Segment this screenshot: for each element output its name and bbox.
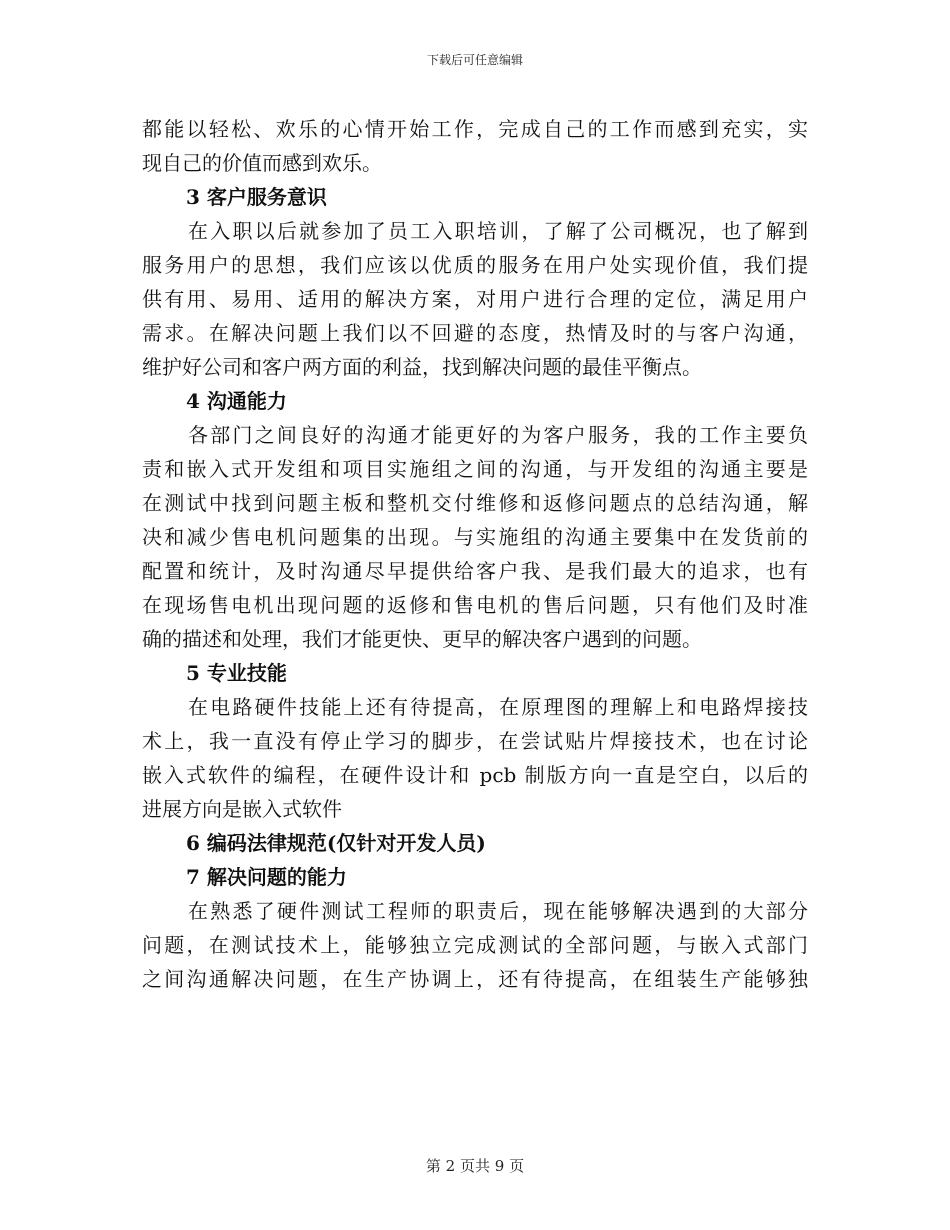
body-line: 现自己的价值而感到欢乐。 — [142, 151, 382, 175]
body-line: 供有用、易用、适用的解决方案，对用户进行合理的定位，满足用户 — [142, 287, 808, 311]
body-line: 配置和统计，及时沟通尽早提供给客户我、是我们最大的追求，也有 — [142, 559, 808, 583]
body-line: 在现场售电机出现问题的返修和售电机的售后问题，只有他们及时准 — [142, 593, 808, 617]
body-line: 在电路硬件技能上还有待提高，在原理图的理解上和电路焊接技 — [188, 695, 808, 719]
body-line: 决和减少售电机问题集的出现。与实施组的沟通主要集中在发货前的 — [142, 525, 808, 549]
section-heading: 7 解决问题的能力 — [186, 865, 347, 889]
section-heading: 5 专业技能 — [186, 661, 287, 685]
document-body — [142, 112, 808, 996]
body-line: 都能以轻松、欢乐的心情开始工作，完成自己的工作而感到充实，实 — [142, 117, 808, 141]
body-line: 在测试中找到问题主板和整机交付维修和返修问题点的总结沟通，解 — [142, 491, 808, 515]
section-heading: 4 沟通能力 — [186, 389, 287, 413]
body-line: 在熟悉了硬件测试工程师的职责后，现在能够解决遇到的大部分 — [188, 899, 808, 923]
body-line: 之间沟通解决问题，在生产协调上，还有待提高，在组装生产能够独 — [142, 967, 808, 991]
body-line: 问题，在测试技术上，能够独立完成测试的全部问题，与嵌入式部门 — [142, 933, 808, 957]
section-heading: 6 编码法律规范(仅针对开发人员) — [186, 831, 486, 855]
body-line: 嵌入式软件的编程，在硬件设计和 pcb 制版方向一直是空白，以后的 — [142, 763, 808, 787]
section-heading: 3 客户服务意识 — [186, 185, 327, 209]
page-footer: 第 2 页共 9 页 — [425, 1157, 525, 1175]
body-line: 进展方向是嵌入式软件 — [142, 797, 342, 821]
body-line: 需求。在解决问题上我们以不回避的态度，热情及时的与客户沟通， — [142, 321, 808, 345]
body-line: 各部门之间良好的沟通才能更好的为客户服务，我的工作主要负 — [188, 423, 808, 447]
body-line: 确的描述和处理，我们才能更快、更早的解决客户遇到的问题。 — [142, 627, 702, 651]
body-line: 术上，我一直没有停止学习的脚步，在尝试贴片焊接技术，也在讨论 — [142, 729, 808, 753]
body-line: 在入职以后就参加了员工入职培训，了解了公司概况，也了解到 — [188, 219, 808, 243]
body-line: 服务用户的思想，我们应该以优质的服务在用户处实现价值，我们提 — [142, 253, 808, 277]
page-header: 下载后可任意编辑 — [426, 53, 523, 67]
body-line: 维护好公司和客户两方面的利益，找到解决问题的最佳平衡点。 — [142, 355, 702, 379]
body-line: 责和嵌入式开发组和项目实施组之间的沟通，与开发组的沟通主要是 — [142, 457, 808, 481]
